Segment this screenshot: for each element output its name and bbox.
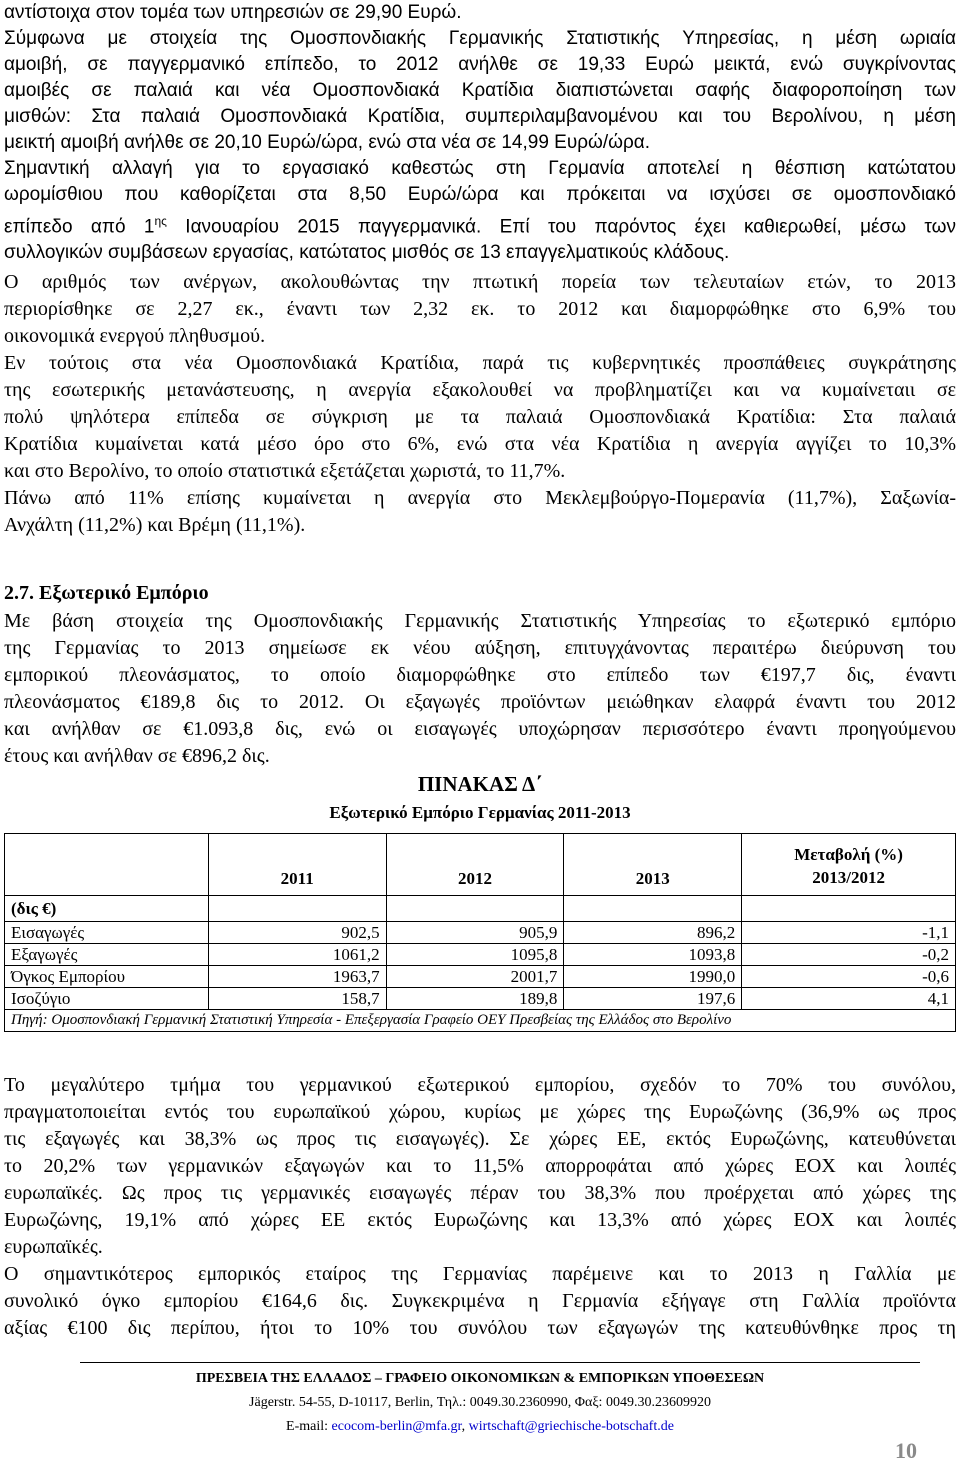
table-row: [5, 944, 956, 966]
table-cell: [742, 896, 956, 922]
table-source-row: [5, 1010, 956, 1032]
text-line: ευρωπαϊκές. Ως προς τις γερμανικές εισαγωγές πέραν του 38,3% που προέρχεται από χώρες της: [4, 1182, 956, 1204]
table-header-cell: 2011: [208, 834, 386, 896]
paragraph-foreign-trade: [4, 608, 956, 770]
footer-email-line: [0, 1419, 960, 1435]
change-header-line2: 2013/2012: [812, 868, 885, 887]
text-line: και ανήλθαν σε €1.093,8 δις, ενώ οι εισαγωγές υποχώρησαν περισσότερο έναντι προηγούμενου: [4, 718, 956, 740]
text-fragment: επίπεδο από 1: [4, 216, 155, 238]
text-line: ωρομίσθιου που καθορίζεται στα 8,50 Ευρώ/ώρα και πρόκειται να ισχύσει σε ομοσπονδιακό: [4, 184, 956, 205]
row-label: Εξαγωγές: [5, 944, 209, 966]
text-line: συνολικό όγκο εμπορίου €164,6 δις. Συγκεκριμένα η Γερμανία εξήγαγε στη Γαλλία προϊόντα: [4, 1290, 956, 1312]
paragraph-wages: [4, 0, 956, 266]
text-line: [4, 208, 956, 240]
table-cell: 158,7: [208, 988, 386, 1010]
table-cell: -0,2: [742, 944, 956, 966]
text-line: Ο αριθμός των ανέργων, ακολουθώντας την πτωτική πορεία των τελευταίων ετών, το 2013: [4, 271, 956, 293]
table-cell: 905,9: [386, 922, 564, 944]
footer-email-label: E-mail:: [286, 1419, 332, 1434]
text-line: έτους και ανήλθαν σε €896,2 δις.: [4, 745, 270, 767]
footer-address: Jägerstr. 54-55, D-10117, Berlin, Τηλ.: 0049.30.2360990, Φαξ: 0049.30.23609920: [249, 1395, 711, 1410]
footer-org-name: ΠΡΕΣΒΕΙΑ ΤΗΣ ΕΛΛΑΔΟΣ – ΓΡΑΦΕΙΟ ΟΙΚΟΝΟΜΙΚΩΝ & ΕΜΠΟΡΙΚΩΝ ΥΠΟΘΕΣΕΩΝ: [195, 1371, 765, 1386]
page-number: 10: [895, 1438, 917, 1463]
table-title: ΠΙΝΑΚΑΣ Δ΄: [417, 772, 543, 796]
table-header-cell: 2012: [386, 834, 564, 896]
text-line: αμοιβή, σε παγγερμανικό επίπεδο, το 2012 ανήλθε σε 19,33 Ευρώ μεικτά, ενώ συγκρίνοντας: [4, 54, 956, 75]
email-link-wirtschaft[interactable]: wirtschaft@griechische-botschaft.de: [468, 1419, 674, 1434]
table-cell: 1963,7: [208, 966, 386, 988]
row-label: Όγκος Εμπορίου: [5, 966, 209, 988]
text-line: Ανχάλτη (11,2%) και Βρέμη (11,1%).: [4, 514, 306, 536]
section-heading: 2.7. Εξωτερικό Εμπόριο: [4, 582, 209, 604]
table-header-cell-empty: [5, 834, 209, 896]
text-line: περιορίσθηκε σε 2,27 εκ., έναντι των 2,32 εκ. το 2012 και διαμορφώθηκε στο 6,9% του: [4, 298, 956, 320]
footer-email-separator: ,: [461, 1419, 469, 1434]
text-line: το 20,2% των γερμανικών εξαγωγών και το 11,5% απορροφάται από χώρες ΕΟΧ και λοιπές: [4, 1155, 956, 1177]
text-line: τις εξαγωγές και 38,3% ως προς τις εισαγωγές). Σε χώρες ΕΕ, εκτός Ευρωζώνης, κατευθύνεται: [4, 1128, 956, 1150]
table-cell: 2001,7: [386, 966, 564, 988]
text-line: ευρωπαϊκές.: [4, 1236, 103, 1258]
table-cell: 1093,8: [564, 944, 742, 966]
text-line: Το μεγαλύτερο τμήμα του γερμανικού εξωτερικού εμπορίου, σχεδόν το 70% του συνόλου,: [4, 1074, 956, 1096]
table-cell: [564, 896, 742, 922]
table-cell: 1095,8: [386, 944, 564, 966]
table-header-cell-change: [742, 834, 956, 896]
text-line: αμοιβές σε παλαιά και νέα Ομοσπονδιακά Κρατίδια διαπιστώνεται σαφής διαφοροποίηση των: [4, 80, 956, 101]
table-row: [5, 988, 956, 1010]
table-cell: [208, 896, 386, 922]
text-line: πραγματοποιείται εντός του ευρωπαϊκού χώρου, κυρίως με χώρες της Ευρωζώνης (36,9% ως προς: [4, 1101, 956, 1123]
text-line: Σύμφωνα με στοιχεία της Ομοσπονδιακής Γερμανικής Στατιστικής Υπηρεσίας, η μέση ωριαία: [4, 28, 956, 49]
text-line: Σημαντική αλλαγή για το εργασιακό καθεστώς στη Γερμανία αποτελεί η θέσπιση κατώτατου: [4, 158, 956, 179]
text-line: Με βάση στοιχεία της Ομοσπονδιακής Γερμανικής Στατιστικής Υπηρεσίας το εξωτερικό εμπόριο: [4, 610, 956, 632]
table-cell: 4,1: [742, 988, 956, 1010]
text-line: Ο σημαντικότερος εμπορικός εταίρος της Γερμανίας παρέμεινε και το 2013 η Γαλλία με: [4, 1263, 956, 1285]
row-label: Εισαγωγές: [5, 922, 209, 944]
paragraph-trade-partners: [4, 1072, 956, 1342]
table-cell: 197,6: [564, 988, 742, 1010]
text-line: εμπορικού πλεονάσματος, το οποίο διαμορφώθηκε στο επίπεδο των €197,7 δις, έναντι: [4, 664, 956, 686]
text-line: Κρατίδια κυμαίνεται κατά μέσο όρο στο 6%, ενώ στα νέα Κρατίδια η ανεργία αγγίζει το 10,3%: [4, 433, 956, 455]
table-row: [5, 966, 956, 988]
text-line: Ευρωζώνης, 19,1% από χώρες ΕΕ εκτός Ευρωζώνης και 13,3% από χώρες ΕΟΧ και λοιπές: [4, 1209, 956, 1231]
ordinal-superscript: ης: [154, 214, 167, 228]
table-cell: -0,6: [742, 966, 956, 988]
text-line: αξίας €100 δις περίπου, ήτοι το 10% του συνόλου των εξαγωγών της κατευθύνθηκε προς τη: [4, 1317, 956, 1339]
text-line: πλεονάσματος €189,8 δις το 2012. Οι εξαγωγές προϊόντων μειώθηκαν ελαφρά έναντι του 2012: [4, 691, 956, 713]
text-line: πολύ ψηλότερα επίπεδα σε σύγκριση με τα παλαιά Ομοσπονδιακά Κρατίδια: Στα παλαιά: [4, 406, 956, 428]
table-row: [5, 922, 956, 944]
footer-divider: [80, 1362, 920, 1363]
text-line: αντίστοιχα στον τομέα των υπηρεσιών σε 29,90 Ευρώ.: [4, 2, 462, 23]
table-unit-label: (δις €): [5, 896, 209, 922]
change-header-line1: Μεταβολή (%): [794, 845, 903, 864]
table-header-row: [5, 834, 956, 896]
text-line: της Γερμανίας το 2013 σημείωσε εκ νέου αύξηση, επιτυγχάνοντας περαιτέρω διεύρυνση του: [4, 637, 956, 659]
text-line: Πάνω από 11% επίσης κυμαίνεται η ανεργία στο Μεκλεμβούργο-Πομερανία (11,7%), Σαξωνία-: [4, 487, 956, 509]
table-cell: 896,2: [564, 922, 742, 944]
row-label: Ισοζύγιο: [5, 988, 209, 1010]
text-line: συλλογικών συμβάσεων εργασίας, κατώτατος μισθός σε 13 επαγγελματικούς κλάδους.: [4, 242, 730, 264]
table-unit-row: [5, 896, 956, 922]
table-cell: 902,5: [208, 922, 386, 944]
text-fragment: Ιανουαρίου 2015 παγγερμανικά. Επί του παρόντος έχει καθιερωθεί, μέσω των: [166, 216, 956, 238]
email-link-ecocom[interactable]: ecocom-berlin@mfa.gr: [331, 1419, 462, 1434]
table-cell: 1061,2: [208, 944, 386, 966]
table-subtitle: Εξωτερικό Εμπόριο Γερμανίας 2011-2013: [329, 803, 631, 822]
text-line: της εσωτερικής μετανάστευσης, η ανεργία εξακολουθεί να προβληματίζει και να κυμαίνεταιι σε: [4, 379, 956, 401]
table-header-cell: 2013: [564, 834, 742, 896]
text-line: και στο Βερολίνο, το οποίο στατιστικά εξετάζεται χωριστά, το 11,7%.: [4, 460, 566, 482]
table-cell: -1,1: [742, 922, 956, 944]
paragraph-unemployment: [4, 269, 956, 539]
text-line: μεικτή αμοιβή ανήλθε σε 20,10 Ευρώ/ώρα, ενώ στα νέα σε 14,99 Ευρώ/ώρα.: [4, 132, 651, 153]
text-line: μισθών: Στα παλαιά Ομοσπονδιακά Κρατίδια, συμπεριλαμβανομένου και του Βερολίνου, η μέση: [4, 106, 956, 127]
table-source-note: Πηγή: Ομοσπονδιακή Γερμανική Στατιστική Υπηρεσία - Επεξεργασία Γραφείο ΟΕΥ Πρεσβείας της Ελλάδος στο Βερολίνο: [5, 1010, 956, 1032]
table-cell: 189,8: [386, 988, 564, 1010]
text-line: Εν τούτοις στα νέα Ομοσπονδιακά Κρατίδια, παρά τις κυβερνητικές προσπάθειες συγκράτησης: [4, 352, 956, 374]
table-cell: [386, 896, 564, 922]
text-line: οικονομικά ενεργού πληθυσμού.: [4, 325, 266, 347]
trade-table: [4, 833, 956, 1032]
table-cell: 1990,0: [564, 966, 742, 988]
